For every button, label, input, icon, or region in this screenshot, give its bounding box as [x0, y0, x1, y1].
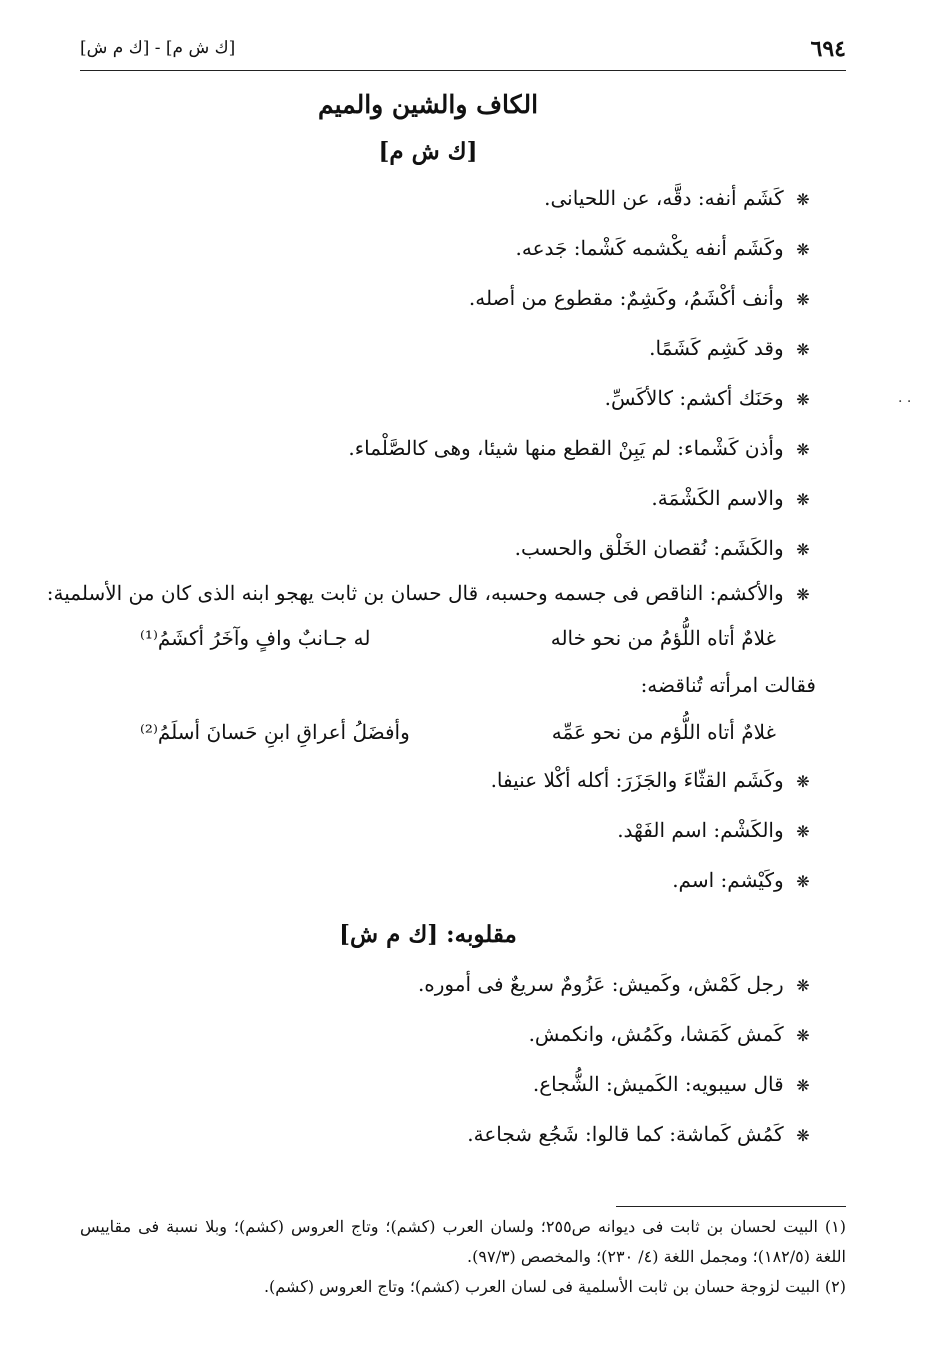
entry: [80, 1110, 816, 1160]
entry-text: والأكشم: الناقص فى جسمه وحسبه، قال حسان بن ثابت يهجو ابنه الذى كان من الأسلمية:: [46, 581, 784, 605]
asterisk-icon: ❋: [796, 190, 810, 209]
asterisk-icon: ❋: [796, 390, 810, 409]
verse-line: [80, 614, 816, 662]
header-rule: [80, 70, 846, 71]
entry-text: وحَنَك أكشم: كالأكَسِّ.: [604, 386, 784, 410]
asterisk-icon: ❋: [796, 772, 810, 791]
entry-text: والكَشْم: اسم الفَهْد.: [617, 818, 784, 842]
verse-second-hemistich: وأفضَلُ أعراقِ ابنِ حَسانَ أسلَمُ⁽²⁾: [140, 720, 410, 744]
asterisk-icon: ❋: [796, 440, 810, 459]
asterisk-icon: ❋: [796, 976, 810, 995]
footnote: (١) البيت لحسان بن ثابت فى ديوانه ص٢٥٥؛ ولسان العرب (كشم)؛ وتاج العروس (كشم)؛ وبلا نسبة فى مقاييس اللغة (١٨٢/٥)؛ ومجمل اللغة (٤/ ٢٣٠)؛ والمخصص (٩٧/٣).: [80, 1217, 846, 1266]
asterisk-icon: ❋: [796, 490, 810, 509]
footnote-rule: [616, 1206, 846, 1207]
asterisk-icon: ❋: [796, 872, 810, 891]
main-text: [46, 80, 816, 1160]
margin-mark: . .: [898, 390, 912, 406]
asterisk-icon: ❋: [796, 1126, 810, 1145]
verse-first-hemistich: غلامٌ أتاه اللُّؤم من نحو عَمِّه: [551, 720, 776, 744]
entry: [80, 856, 816, 906]
entry: [80, 756, 816, 806]
entry: [80, 274, 816, 324]
entry: [80, 806, 816, 856]
entry: [80, 524, 816, 574]
entry: [80, 474, 816, 524]
entry: [80, 1060, 816, 1110]
asterisk-icon: ❋: [796, 240, 810, 259]
page-header: [80, 36, 846, 70]
entry-text: وأذن كَشْماء: لم يَبِنْ القطع منها شيئا، وهى كالصَّلْماء.: [348, 436, 784, 460]
asterisk-icon: ❋: [796, 1026, 810, 1045]
entry-text: وكَيْشم: اسم.: [672, 868, 784, 892]
entry-text: رجل كَمْش، وكَميش: عَزُومٌ سريعٌ فى أموره.: [417, 972, 784, 996]
entry-text: وأنف أكْشَمُ، وكَشِمٌ: مقطوع من أصله.: [468, 286, 784, 310]
entry-text: والاسم الكَشْمَة.: [651, 486, 784, 510]
asterisk-icon: ❋: [796, 585, 810, 604]
entry: [80, 960, 816, 1010]
reply-intro: فقالت امرأته تُناقضه:: [640, 673, 816, 697]
section-heading: مقلوبه: [ك م ش]: [339, 921, 517, 948]
verse-first-hemistich: غلامٌ أتاه اللُّؤمُ من نحو خاله: [550, 626, 776, 650]
entry: [80, 324, 816, 374]
footnotes: [80, 1212, 846, 1302]
verse-second-hemistich: له جـانبٌ وافٍ وآخَرُ أكشَمُ⁽¹⁾: [140, 626, 371, 650]
entry: [80, 374, 816, 424]
chapter-title: الكاف والشين والميم: [317, 90, 539, 119]
entry-text: كَمش كَمَشا، وكَمُش، وانكمش.: [528, 1022, 784, 1046]
entry-long: [40, 574, 816, 614]
asterisk-icon: ❋: [796, 290, 810, 309]
entry-text: وقد كَشِم كَشَمًا.: [649, 336, 784, 360]
asterisk-icon: ❋: [796, 540, 810, 559]
entry: [80, 1010, 816, 1060]
entry-text: وكَشَم القثّاءَ والجَزَرَ: أكله أكْلا عنيفا.: [490, 768, 784, 792]
entry: [80, 424, 816, 474]
root-heading: [ك ش م]: [378, 138, 478, 165]
entry-text: وكَشَم أنفه يكْشمه كَشْما: جَدعه.: [515, 236, 784, 260]
entry: [80, 174, 816, 224]
asterisk-icon: ❋: [796, 1076, 810, 1095]
entry-text: والكَشَم: نُقصان الخَلْق والحسب.: [514, 536, 784, 560]
asterisk-icon: ❋: [796, 822, 810, 841]
entry-text: كَمُش كَماشة: كما قالوا: شَجُع شجاعة.: [467, 1122, 784, 1146]
entry: [80, 224, 816, 274]
footnote: (٢) البيت لزوجة حسان بن ثابت الأسلمية فى لسان العرب (كشم)؛ وتاج العروس (كشم).: [263, 1277, 846, 1296]
asterisk-icon: ❋: [796, 340, 810, 359]
entry-text: قال سيبويه: الكَميش: الشُّجاع.: [532, 1072, 784, 1096]
running-head: [ك ش م] - [ك م ش]: [80, 38, 236, 58]
entry-text: كَشَم أنفه: دقَّه، عن اللحيانى.: [544, 186, 784, 210]
page-number: ٦٩٤: [810, 36, 846, 62]
verse-line: [80, 708, 816, 756]
